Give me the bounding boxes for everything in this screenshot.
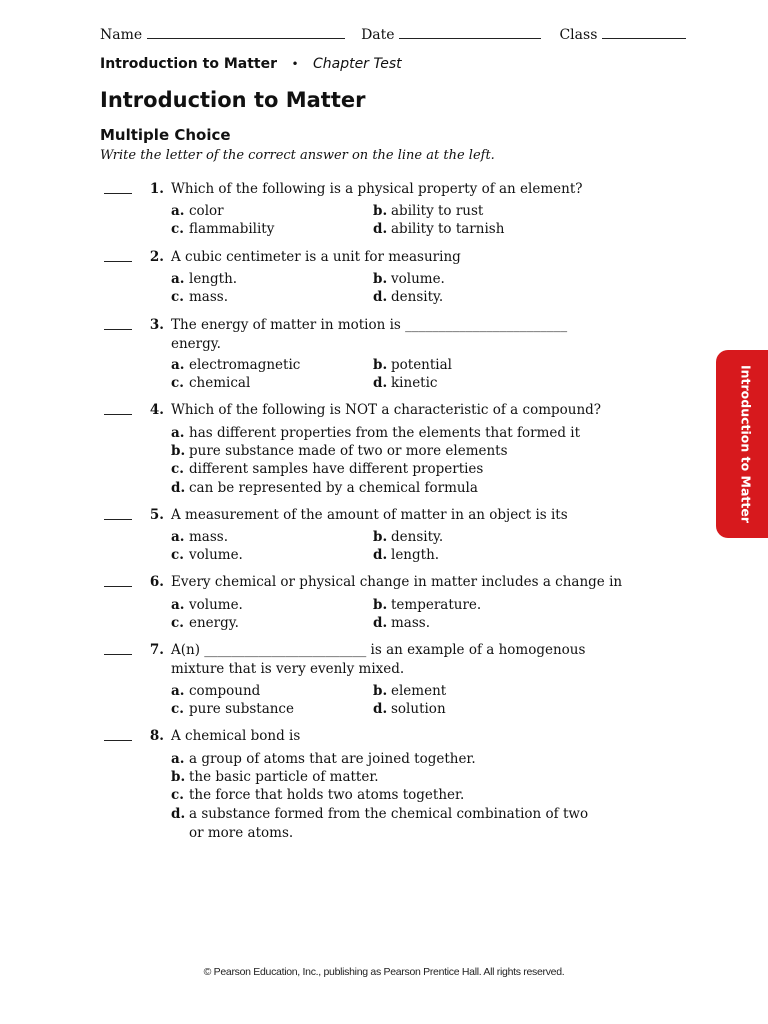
- option: c. mass.: [171, 289, 228, 305]
- option: a. a group of atoms that are joined together.: [171, 751, 476, 767]
- side-tab-label: Introduction to Matter: [738, 364, 754, 524]
- running-head-type: Chapter Test: [312, 56, 402, 72]
- question-stem: A cubic centimeter is a unit for measuring: [171, 249, 461, 265]
- option: b. element: [373, 683, 447, 699]
- option: c. flammability: [171, 221, 275, 237]
- copyright-footer: © Pearson Education, Inc., publishing as Pearson Prentice Hall. All rights reserved.: [203, 966, 565, 978]
- option: b. temperature.: [373, 597, 482, 613]
- section-heading: Multiple Choice: [100, 126, 231, 144]
- answer-line[interactable]: [104, 740, 132, 741]
- option: d. kinetic: [373, 375, 438, 391]
- question-stem: The energy of matter in motion is ________________________ energy.: [171, 317, 568, 352]
- question-stem: Every chemical or physical change in matter includes a change in: [171, 574, 623, 590]
- option: d. ability to tarnish: [373, 221, 505, 237]
- option: d. solution: [373, 701, 446, 717]
- question-number: 1.: [149, 181, 164, 197]
- class-field[interactable]: [602, 24, 686, 39]
- answer-line[interactable]: [104, 193, 132, 194]
- running-head: [100, 56, 402, 72]
- option: d. a substance formed from the chemical combination of two or more atoms.: [171, 806, 589, 841]
- option: d. mass.: [373, 615, 430, 631]
- student-info-header: [100, 24, 686, 45]
- option: d. length.: [373, 547, 440, 563]
- option: d. density.: [373, 289, 444, 305]
- date-field[interactable]: [399, 24, 541, 39]
- question-number: 4.: [149, 402, 164, 418]
- option: b. potential: [373, 357, 452, 373]
- chapter-side-tab: [716, 350, 768, 538]
- question-number: 7.: [149, 642, 164, 658]
- option: c. chemical: [171, 375, 251, 391]
- question-number: 8.: [149, 728, 164, 744]
- option: b. density.: [373, 529, 444, 545]
- option: b. volume.: [373, 271, 445, 287]
- question-number: 3.: [149, 317, 164, 333]
- option: c. the force that holds two atoms together.: [171, 787, 465, 803]
- question-stem: A chemical bond is: [171, 728, 301, 744]
- question-number: 5.: [149, 507, 164, 523]
- option: a. mass.: [171, 529, 228, 545]
- answer-line[interactable]: [104, 519, 132, 520]
- option: a. has different properties from the elements that formed it: [171, 425, 581, 441]
- option: a. color: [171, 203, 224, 219]
- option: b. the basic particle of matter.: [171, 769, 379, 785]
- name-label: Name: [100, 27, 143, 43]
- date-label: Date: [361, 27, 395, 43]
- question-stem: Which of the following is NOT a characteristic of a compound?: [171, 402, 602, 418]
- instructions: Write the letter of the correct answer on the line at the left.: [100, 148, 495, 163]
- question-number: 6.: [149, 574, 164, 590]
- option: c. energy.: [171, 615, 239, 631]
- page-title: Introduction to Matter: [100, 88, 366, 112]
- running-head-bullet: •: [291, 57, 299, 71]
- question-stem: Which of the following is a physical property of an element?: [171, 181, 583, 197]
- class-label: Class: [559, 27, 598, 43]
- question-number: 2.: [149, 249, 164, 265]
- option: c. pure substance: [171, 701, 294, 717]
- option: a. compound: [171, 683, 261, 699]
- option: d. can be represented by a chemical formula: [171, 480, 478, 496]
- option: c. different samples have different properties: [171, 461, 484, 477]
- option: b. pure substance made of two or more elements: [171, 443, 508, 459]
- running-head-unit: Introduction to Matter: [100, 56, 277, 72]
- question-stem: A measurement of the amount of matter in an object is its: [171, 507, 568, 523]
- option: a. length.: [171, 271, 238, 287]
- answer-line[interactable]: [104, 261, 132, 262]
- answer-line[interactable]: [104, 414, 132, 415]
- answer-line[interactable]: [104, 654, 132, 655]
- name-field[interactable]: [147, 24, 345, 39]
- answer-line[interactable]: [104, 586, 132, 587]
- answer-line[interactable]: [104, 329, 132, 330]
- question-stem: A(n) ________________________ is an example of a homogenous mixture that is very evenly mixed.: [171, 642, 586, 677]
- option: c. volume.: [171, 547, 243, 563]
- option: a. volume.: [171, 597, 243, 613]
- option: a. electromagnetic: [171, 357, 301, 373]
- option: b. ability to rust: [373, 203, 484, 219]
